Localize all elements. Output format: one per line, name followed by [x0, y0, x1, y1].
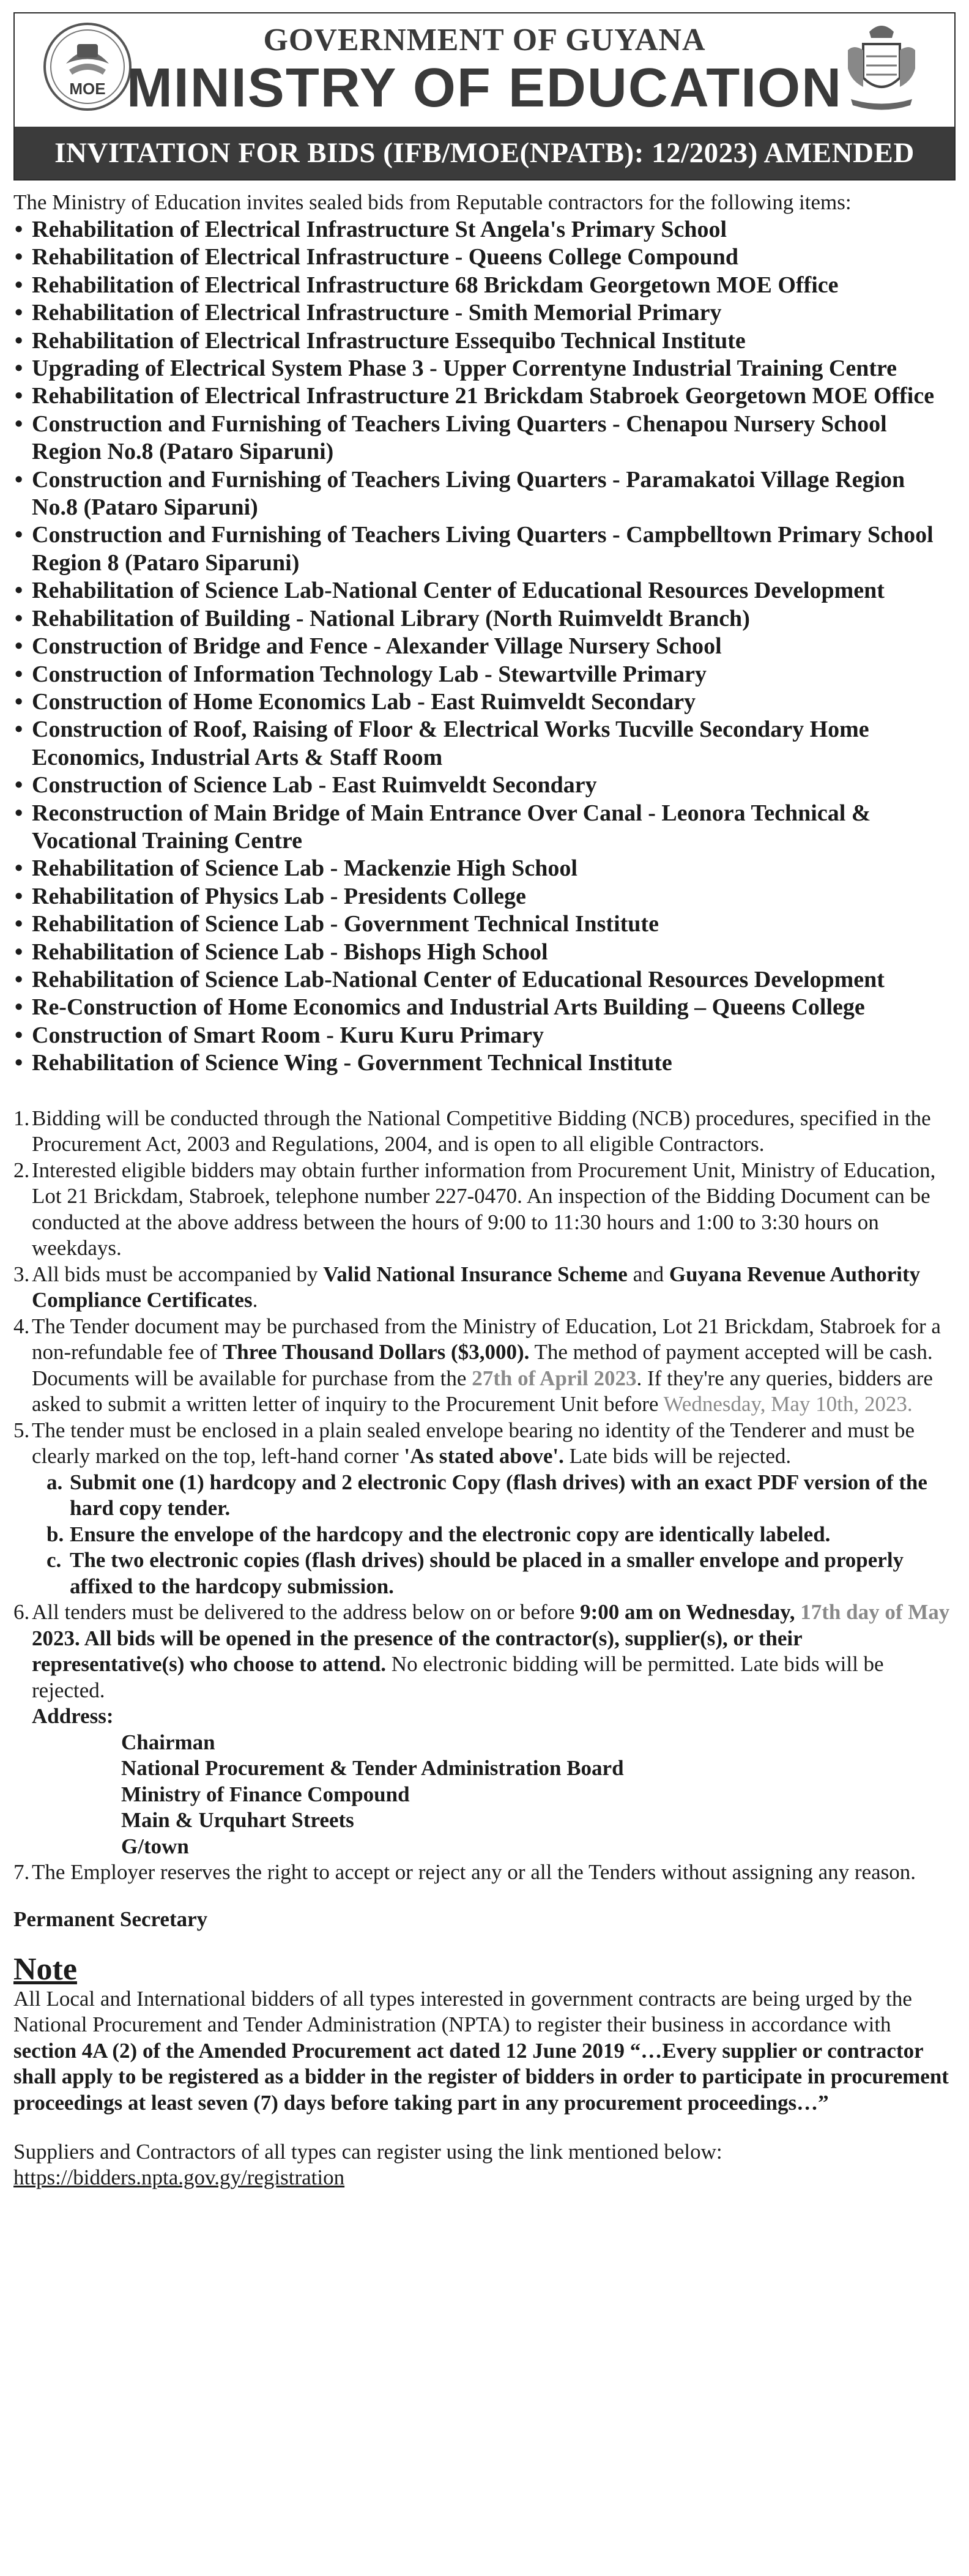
note-heading: Note	[13, 1951, 77, 1987]
ifb-title-bar: INVITATION FOR BIDS (IFB/MOE(NPATB): 12/2023) AMENDED	[13, 127, 956, 181]
note-text: All Local and International bidders of all types interested in government contracts are being urged by the National Procurement and Tender Administration (NPTA) to register their business in accordance with section 4A (2) of the Amended Procurement act dated 12 June 2019 “…Every supplier or contractor shall apply to be registered as a bidder in the register of bidders in order to participate in procurement proceedings at least seven (7) days before taking part in any procurement proceedings…”	[13, 1986, 949, 2115]
term-2: 2. Interested eligible bidders may obtain further information from Procurement Unit, Ministry of Education, Lot 21 Brickdam, Stabroek, telephone number 227-0470. An inspection of the Bidding Document can be conducted at the above address between the hours of 9:00 to 11:30 hours and 1:00 to 3:30 hours on weekdays.	[13, 1158, 936, 1260]
list-item: • Construction and Furnishing of Teachers Living Quarters - Chenapou Nursery School Region No.8 (Pataro Siparuni)	[15, 411, 887, 465]
list-item: • Rehabilitation of Electrical Infrastructure 21 Brickdam Stabroek Georgetown MOE Office	[15, 383, 935, 409]
list-item: • Construction of Home Economics Lab - East Ruimveldt Secondary	[15, 688, 696, 715]
address-label: Address:	[32, 1704, 114, 1729]
list-item: • Rehabilitation of Electrical Infrastructure - Queens College Compound	[15, 244, 739, 270]
svg-text:MOE: MOE	[69, 80, 106, 98]
ministry-title: MINISTRY OF EDUCATION	[126, 58, 843, 119]
list-item: • Rehabilitation of Science Lab - Mackenzie High School	[15, 855, 577, 882]
address-line: Main & Urquhart Streets	[121, 1808, 354, 1833]
list-item: • Rehabilitation of Science Wing - Government Technical Institute	[15, 1050, 672, 1076]
list-item: • Rehabilitation of Electrical Infrastructure 68 Brickdam Georgetown MOE Office	[15, 272, 839, 298]
term-6: 6. All tenders must be delivered to the address below on or before 9:00 am on Wednesday, 17th day of May 2023. All bids will be opened in the presence of the contractor(s), supplier(s), or their representative(s) who choose to attend. No electronic bidding will be permitted. Late bids will be rejected. Address: Chairman National Procurement & Tender Administration Board Ministry of Finance Compound Main & Urquhart Streets G/town	[13, 1599, 952, 1859]
list-item: • Construction of Roof, Raising of Floor & Electrical Works Tucville Secondary Home Economics, Industrial Arts & Staff Room	[15, 717, 869, 770]
list-item: • Construction and Furnishing of Teachers Living Quarters - Paramakatoi Village Region No.8 (Pataro Siparuni)	[15, 466, 905, 521]
address-line: Ministry of Finance Compound	[121, 1782, 410, 1806]
list-item: • Rehabilitation of Electrical Infrastructure St Angela's Primary School	[15, 217, 727, 242]
address-line: Chairman	[121, 1730, 215, 1754]
term-5: 5. The tender must be enclosed in a plain sealed envelope bearing no identity of the Tenderer and must be clearly marked on the top, left-hand corner 'As stated above'. Late bids will be rejected. a. Submit one (1) hardcopy and 2 electronic Copy (flash drives) with an exact PDF version of the hard copy tender. b. Ensure the envelope of the hardcopy and the electronic copy are identically labeled. c. The two electronic copies (flash drives) should be placed in a smaller envelope and properly affixed to the hardcopy submission.	[13, 1418, 952, 1600]
list-item: • Construction and Furnishing of Teachers Living Quarters - Campbelltown Primary School Region 8 (Pataro Siparuni)	[15, 522, 934, 576]
list-item: b. Ensure the envelope of the hardcopy and the electronic copy are identically labeled.	[46, 1522, 831, 1546]
delivery-address	[32, 1730, 952, 1860]
address-line: National Procurement & Tender Administration Board	[121, 1756, 624, 1781]
registration-text: Suppliers and Contractors of all types can register using the link mentioned below:	[13, 2140, 722, 2164]
bid-items-list	[13, 216, 952, 1078]
term-3: 3. All bids must be accompanied by Valid National Insurance Scheme and Guyana Revenue Authority Compliance Certificates.	[13, 1262, 921, 1312]
coat-of-arms-icon	[836, 20, 927, 117]
list-item: • Re-Construction of Home Economics and Industrial Arts Building – Queens College	[15, 994, 865, 1021]
intro-text: The Ministry of Education invites sealed bids from Reputable contractors for the following items:	[13, 190, 852, 214]
list-item: • Rehabilitation of Physics Lab - Presidents College	[15, 883, 526, 909]
list-item: • Rehabilitation of Science Lab - Bishops High School	[15, 939, 548, 965]
government-title: GOVERNMENT OF GUYANA	[263, 23, 706, 58]
list-item: • Upgrading of Electrical System Phase 3 - Upper Correntyne Industrial Training Centre	[15, 356, 897, 382]
list-item: • Reconstruction of Main Bridge of Main Entrance Over Canal - Leonora Technical & Vocational Training Centre	[15, 800, 871, 854]
tender-terms-list	[13, 1106, 952, 1886]
list-item: • Rehabilitation of Science Lab-National Center of Educational Resources Development	[15, 578, 885, 604]
address-line: G/town	[121, 1834, 189, 1858]
advertisement-body	[13, 181, 956, 2190]
list-item: • Rehabilitation of Building - National Library (North Ruimveldt Branch)	[15, 605, 750, 631]
list-item: a. Submit one (1) hardcopy and 2 electronic Copy (flash drives) with an exact PDF version of the hard copy tender.	[46, 1470, 927, 1521]
term-7: 7. The Employer reserves the right to accept or reject any or all the Tenders without assigning any reason.	[13, 1860, 916, 1885]
signatory: Permanent Secretary	[13, 1907, 208, 1931]
ministry-header	[13, 12, 956, 127]
list-item: • Rehabilitation of Science Lab - Government Technical Institute	[15, 911, 659, 937]
list-item: • Rehabilitation of Science Lab-National Center of Educational Resources Development	[15, 966, 885, 992]
list-item: • Construction of Information Technology Lab - Stewartville Primary	[15, 661, 707, 687]
list-item: • Construction of Smart Room - Kuru Kuru Primary	[15, 1022, 544, 1048]
list-item: • Construction of Science Lab - East Ruimveldt Secondary	[15, 772, 597, 798]
term-1: 1. Bidding will be conducted through the National Competitive Bidding (NCB) procedures, specified in the Procurement Act, 2003 and Regulations, 2004, and is open to all eligible Contractors.	[13, 1106, 931, 1156]
registration-link[interactable]: https://bidders.npta.gov.gy/registration	[13, 2165, 345, 2189]
list-item: c. The two electronic copies (flash drives) should be placed in a smaller envelope and properly affixed to the hardcopy submission.	[46, 1548, 904, 1598]
list-item: • Rehabilitation of Electrical Infrastructure Essequibo Technical Institute	[15, 327, 746, 354]
term-4: 4. The Tender document may be purchased from the Ministry of Education, Lot 21 Brickdam, Stabroek for a non-refundable fee of Three Thousand Dollars ($3,000). The method of payment accepted will be cash. Documents will be available for purchase from the 27th of April 2023. If they're any queries, bidders are asked to submit a written letter of inquiry to the Procurement Unit before Wednesday, May 10th, 2023.	[13, 1314, 941, 1416]
submission-requirements	[32, 1470, 952, 1600]
list-item: • Rehabilitation of Electrical Infrastructure - Smith Memorial Primary	[15, 300, 722, 326]
list-item: • Construction of Bridge and Fence - Alexander Village Nursery School	[15, 633, 722, 660]
